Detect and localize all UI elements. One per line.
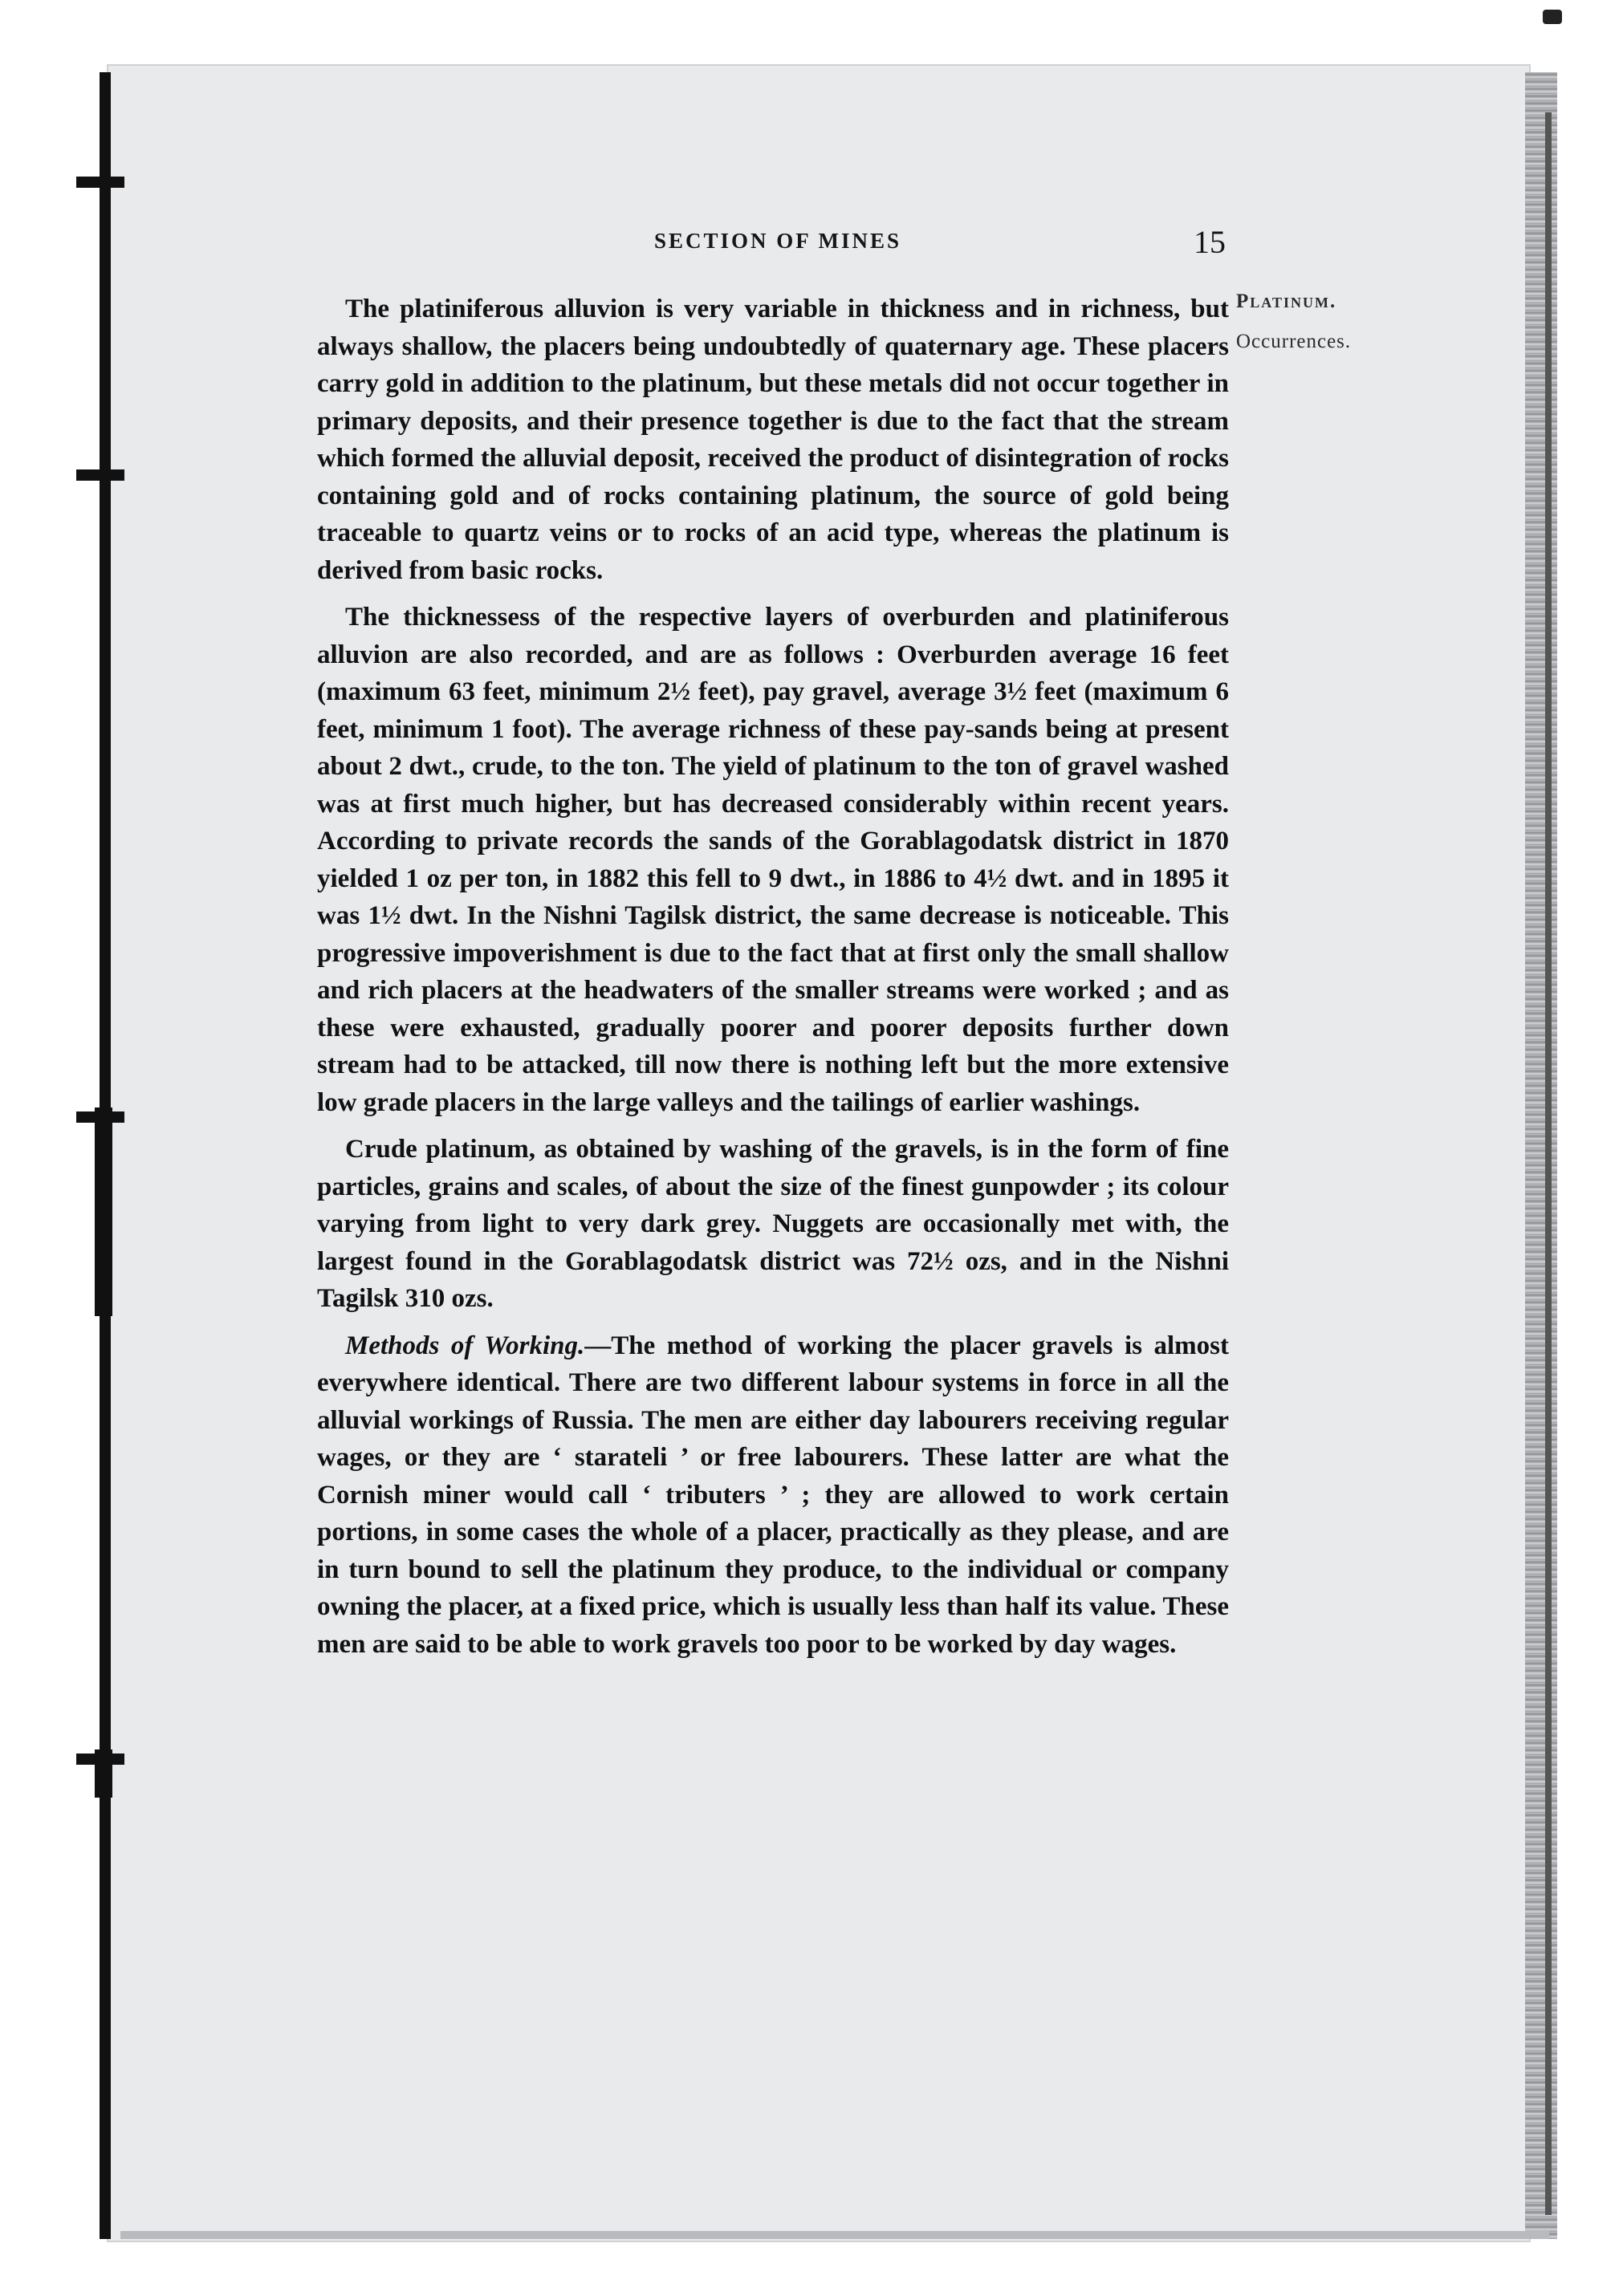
page-stack-edge: [1525, 72, 1557, 2239]
paragraph-methods: [317, 1327, 1229, 1664]
body-text: [317, 291, 1229, 1672]
margin-note-occurrences: Occurrences.: [1236, 331, 1352, 352]
running-title: SECTION OF MINES: [654, 229, 902, 253]
page-bottom-edge: [120, 2231, 1549, 2239]
methods-heading: Methods of Working.: [345, 1331, 585, 1360]
binding-thread: [95, 1107, 112, 1316]
methods-text: —The method of working the placer gravels is almost everywhere identical. There are two different labour systems in force in all the alluvial workings of Russia. The men are either day labourers receiving regular wages, or they are ‘ starateli ’ or free labourers. These latter are what the Cornish miner would call ‘ tributers ’ ; they are allowed to work certain portions, in some cases the whole of a placer, practically as they please, and are in turn bound to sell the platinum they produce, to the individual or company owning the placer, at a fixed price, which is usually less than half its value. These men are said to be able to work gravels too poor to be worked by day wages.: [317, 1331, 1229, 1659]
page-stack-shadow: [1545, 112, 1552, 2215]
page-number: 15: [1194, 224, 1226, 260]
binding-stitch: [76, 177, 124, 188]
paragraph-alluvion: The platiniferous alluvion is very variable in thickness and in richness, but always shallow, the placers being undoubtedly of quaternary age. These placers carry gold in addition to the platinum, but these metals did not occur together in primary deposits, and their presence together is due to the fact that the stream which formed the alluvial deposit, received the product of disintegration of rocks containing gold and of rocks containing platinum, the source of gold being traceable to quartz veins or to rocks of an acid type, whereas the platinum is derived from basic rocks.: [317, 295, 1229, 585]
binding-thread: [95, 1749, 112, 1798]
paragraph-crude-platinum: Crude platinum, as obtained by washing of the gravels, is in the form of fine particles, grains and scales, of about the size of the finest gunpowder ; its colour varying from light to very dark grey. Nuggets are occasionally met with, the largest found in the Gorablagodatsk district was 72½ ozs, and in the Nishni Tagilsk 310 ozs.: [317, 1135, 1229, 1313]
paragraph-thickness: The thicknessess of the respective layers of overburden and platiniferous alluvion are also recorded, and are as follows : Overburden average 16 feet (maximum 63 feet, minimum 2½ feet), pay gravel, average 3½ feet (maximum 6 feet, minimum 1 foot). The average richness of these pay-sands being at present about 2 dwt., crude, to the ton. The yield of platinum to the ton of gravel washed was at first much higher, but has decreased considerably within recent years. According to private records the sands of the Gorablagodatsk district in 1870 yielded 1 oz per ton, in 1882 this fell to 9 dwt., in 1886 to 4½ dwt. and in 1895 it was 1½ dwt. In the Nishni Tagilsk district, the same decrease is noticeable. This progressive impoverishment is due to the fact that at first only the small shallow and rich placers at the headwaters of the smaller streams were worked ; and as these were exhausted, gradually poorer and poorer deposits further down stream had to be attacked, till now there is nothing left but the more extensive low grade placers in the large valleys and the tailings of earlier washings.: [317, 603, 1229, 1117]
binding-stitch: [76, 469, 124, 481]
margin-note-platinum: Platinum.: [1236, 291, 1337, 312]
scan-artifact: [1543, 10, 1562, 24]
